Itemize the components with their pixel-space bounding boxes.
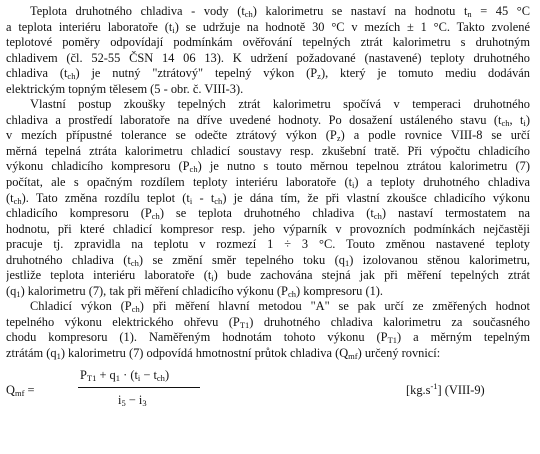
- text-line: chladivem (čl. 52-55 ČSN 14 06 13). K udržení požadované (nastavené) teploty druhotného: [6, 50, 530, 65]
- text-line: výkonu chladicího kompresoru $(P_{ch})$ je nutno s touto měrnou tepelnou ztrátou kalorimetru (7): [6, 159, 530, 175]
- text-line: a teplota interiéru laboratoře $(t_i)$ se udržuje na hodnotě 30 °C v mezích ± 1 °C. Takto zvolené: [6, 19, 530, 35]
- fraction-bar: [78, 387, 200, 388]
- formula-lhs: $Q_{mf}$ =: [6, 383, 35, 398]
- paragraph-2: [6, 97, 530, 299]
- text-line: v mezích přípustné tolerance se odečte ztrátový výkon $(P_z)$ a podle rovnice VIII-8 se určí: [6, 128, 530, 144]
- text-line: $(t_{ch})$. Tato změna rozdílu teplot $(t_i - t_{ch})$ je dána tím, že při vlastní zkoušce chladicího výkonu: [6, 190, 530, 206]
- text-line: měrná tepelná ztráta kalorimetru chladicí soustavy resp. zkušební tratě. Při výpočtu chladicího: [6, 143, 530, 158]
- text-line: chladiva $(t_{ch})$ je nutný "ztrátový" tepelný výkon $(P_z)$, který je tomuto mediu dodáván: [6, 66, 530, 82]
- document-body: [6, 4, 530, 362]
- text-line: chladiva a prostředí laboratoře na dříve uvedené hodnoty. Po dosažení ustáleného stavu ($t_{ch}$, $t_i$): [6, 112, 530, 128]
- text-line: tepelného výkonu elektrického ohřevu $(P_{T1})$ druhotného chladiva kalorimetru za současného: [6, 314, 530, 330]
- paragraph-1: [6, 4, 530, 97]
- text-line: Chladicí výkon $(P_{ch})$ při měření hlavní metodou "A" se pak určí ze změřených hodnot: [30, 299, 530, 315]
- text-line: hodnotu, při které chladicí kompresor resp. jeho výparník v provozních podmínkách nejčastěji: [6, 221, 530, 236]
- formula-denominator: $i_5 - i_3$: [118, 393, 147, 408]
- text-line: ztrátám $(q_1)$ kalorimetru (7) odpovídá hmotnostní průtok chladiva $(Q_{mf})$ určený rovnicí:: [6, 346, 441, 362]
- text-line: elektrickým topným tělesem (5 - obr. č. VIII-3).: [6, 81, 244, 96]
- text-line: teplotové poměry odpovídají podmínkám ověřování tepelných ztrát kalorimetru s druhotným: [6, 35, 530, 50]
- text-line: chladicího kompresoru $(P_{ch})$ se teplota druhotného chladiva $(t_{ch})$ nastaví termostatem na: [6, 206, 530, 222]
- text-line: druhotného chladiva $(t_{ch})$ se změní směr tepelného toku $(q_1)$ izolovanou stěnou kalorimetru,: [6, 252, 530, 268]
- text-line: chodu kompresoru (1). Naměřeným hodnotám tohoto výkonu $(P_{T1})$ a měrným tepelným: [6, 330, 530, 346]
- formula-numerator: $P_{T1} + q_1 \cdot (t_i - t_{ch})$: [80, 368, 170, 383]
- paragraph-3: [6, 299, 530, 361]
- text-line: jestliže teplota interiéru laboratoře $(t_i)$ bude zachována stejná jak při měření tepelných ztrát: [6, 268, 530, 284]
- text-line: Teplota druhotného chladiva - vody $(t_{ch})$ kalorimetru se nastaví na hodnotu $t_n = 45$ °C: [30, 4, 530, 19]
- formula-unit-and-number: $[kg.s^{-1}]$ (VIII-9): [406, 381, 485, 397]
- text-line: pracuje tj. zpravidla na teplotu v rozmezí 1 ÷ 3 °C. Touto změnou nastavené teploty: [6, 237, 530, 252]
- text-line: $(q_1)$ kalorimetru (7), tak při měření chladicího výkonu $(P_{ch})$ kompresoru (1).: [6, 283, 384, 299]
- text-line: počítat, ale s opačným rozdílem teploty interiéru laboratoře $(t_i)$ a teploty druhotného chladiva: [6, 175, 530, 191]
- equation-viii-9: [6, 368, 530, 424]
- text-line: Vlastní postup zkoušky tepelných ztrát kalorimetru spočívá v temperaci druhotného: [30, 97, 530, 112]
